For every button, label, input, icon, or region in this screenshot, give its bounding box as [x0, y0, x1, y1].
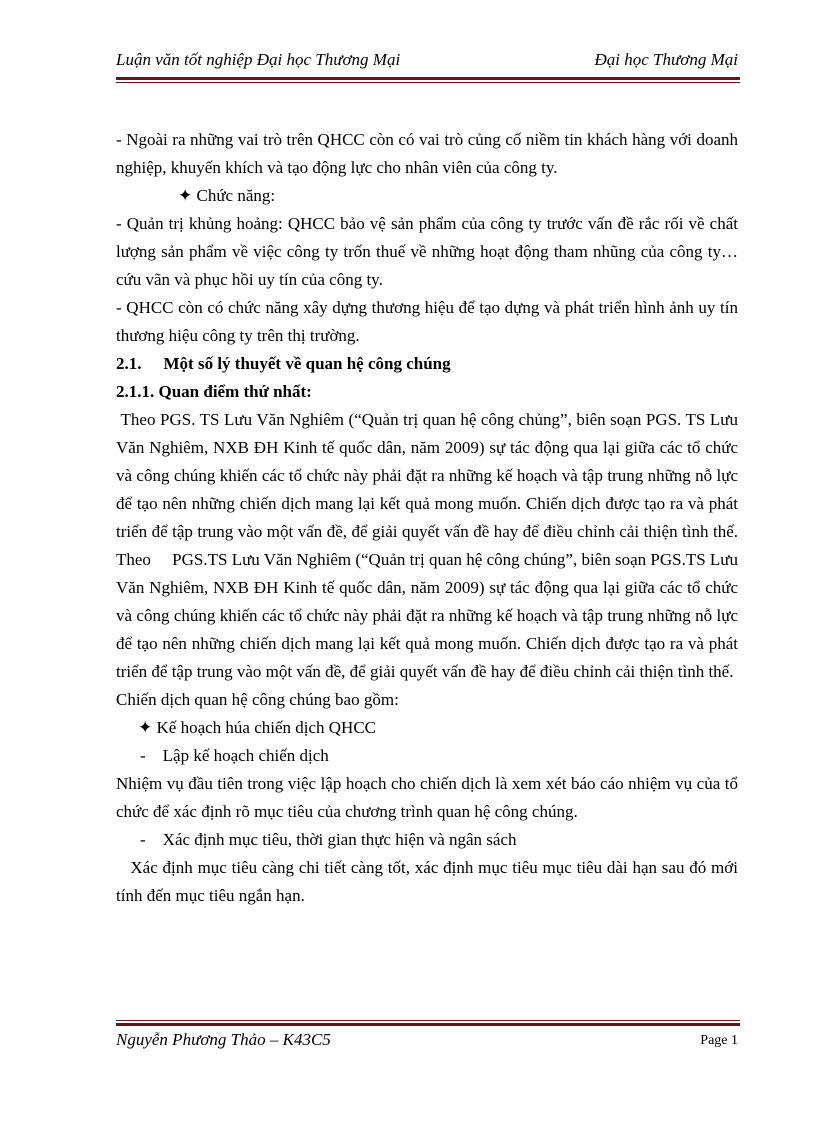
dash-item-plan: - Lập kế hoạch chiến dịch	[140, 746, 329, 765]
paragraph-theory-first: Theo PGS. TS Lưu Văn Nghiêm (“Quản trị quan hệ công chủng”, biên soạn PGS. TS Lưu Văn Nghiêm, NXB ĐH Kinh tế quốc dân, năm 2009) sự tác động qua lại giữa các tổ chức và công chúng khiến các tổ chức này phải đặt ra những kế hoạch và tập trung những nỗ lực để tạo nên những chiến dịch mang lại kết quả mong muốn. Chiến dịch được tạo ra và phát triển để tập trung vào một vấn đề, để giải quyết vấn đề hay để điều chỉnh cải thiện tình thế. Theo PGS.TS Lưu Văn Nghiêm (“Quản trị quan hệ công chúng”, biên soạn PGS.TS Lưu Văn Nghiêm, NXB ĐH Kinh tế quốc dân, năm 2009) sự tác động qua lại giữa các tổ chức và công chúng khiến các tổ chức này phải đặt ra những kế hoạch và tập trung những nỗ lực để tạo nên những chiến dịch mang lại kết quả mong muốn. Chiến dịch được tạo ra và phát triển để tập trung vào một vấn đề, để giải quyết vấn đề hay để điều chỉnh cải thiện tình thế.	[116, 410, 772, 681]
subsection-heading-2-1-1: 2.1.1. Quan điểm thứ nhất:	[116, 382, 312, 401]
footer-page-number: Page 1	[700, 1033, 738, 1048]
header-rule-thick	[116, 77, 740, 80]
section-number: 2.1.	[116, 354, 142, 373]
dash-item-objectives: - Xác định mục tiêu, thời gian thực hiện và ngân sách	[140, 830, 517, 849]
section-heading-2-1	[116, 350, 738, 378]
functions-label: ✦ Chức năng:	[178, 186, 276, 205]
page-footer	[116, 1030, 738, 1052]
section-title: Một số lý thuyết về quan hệ công chúng	[163, 354, 451, 373]
header-right-text: Đại học Thương Mại	[594, 50, 738, 69]
paragraph-first-task: Nhiệm vụ đầu tiên trong việc lập hoạch cho chiến dịch là xem xét báo cáo nhiệm vụ của tổ chức để xác định rõ mục tiêu của chương trình quan hệ công chúng.	[116, 774, 738, 821]
paragraph-campaign-includes: Chiến dịch quan hệ công chúng bao gồm:	[116, 690, 399, 709]
footer-rule-thick	[116, 1023, 740, 1026]
paragraph-brand-building: - QHCC còn có chức năng xây dựng thương hiệu để tạo dựng và phát triển hình ảnh uy tín thương hiệu công ty trên thị trường.	[116, 298, 738, 345]
paragraph-role-trust: - Ngoài ra những vai trò trên QHCC còn có vai trò củng cố niềm tin khách hàng với doanh nghiệp, khuyến khích và tạo động lực cho nhân viên của công ty.	[116, 130, 738, 177]
page-header	[116, 50, 738, 72]
paragraph-crisis-management: - Quản trị khủng hoảng: QHCC bảo vệ sản phẩm của công ty trước vấn đề rắc rối về chất lượng sản phẩm về việc công ty trốn thuế về những hoạt động tham nhũng của công ty… cứu vãn và phục hồi uy tín của công ty.	[116, 214, 738, 289]
footer-rule-thin	[116, 1020, 740, 1021]
page-body	[116, 126, 772, 910]
header-rule-thin	[116, 82, 740, 83]
header-left-text: Luận văn tốt nghiệp Đại học Thương Mại	[116, 50, 401, 69]
footer-author: Nguyễn Phương Thảo – K43C5	[116, 1030, 331, 1049]
paragraph-objective-detail: Xác định mục tiêu càng chi tiết càng tốt, xác định mục tiêu mục tiêu dài hạn sau đó mới tính đến mục tiêu ngắn hạn.	[116, 858, 743, 905]
bullet-campaign-planning: ✦ Kế hoạch húa chiến dịch QHCC	[138, 718, 377, 737]
